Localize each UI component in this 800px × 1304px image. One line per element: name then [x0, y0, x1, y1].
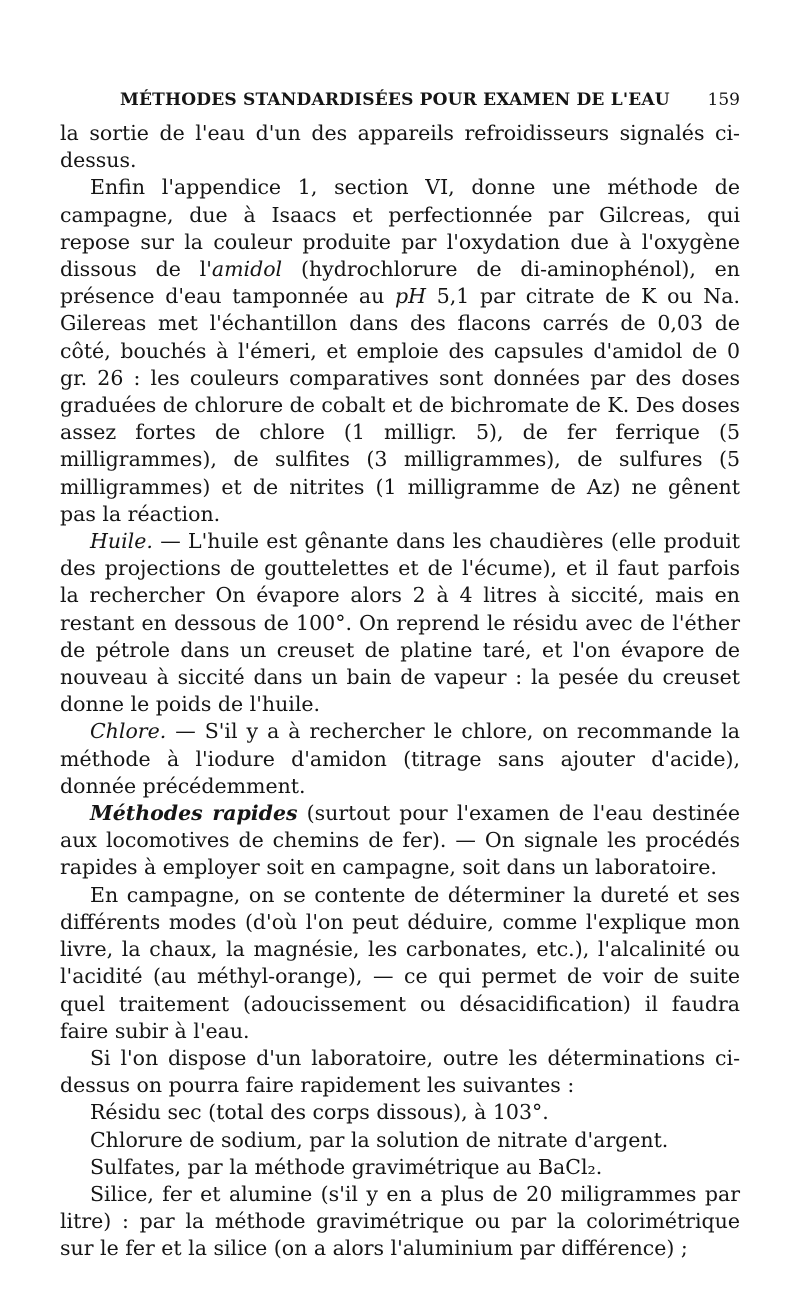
body-text [60, 120, 740, 1263]
paragraph-text: En campagne, on se contente de déterminer la dureté et ses différents modes (d'où l'on peut déduire, comme l'explique mon livre, la chaux, la magnésie, les carbonates, etc.), l'alcalinité ou l'acidité (au méthyl-orange), — ce qui permet de voir de suite quel traitement (adoucissement ou désacidification) il faudra faire subir à l'eau. [60, 882, 740, 1043]
paragraph-text: — S'il y a à rechercher le chlore, on recommande la méthode à l'iodure d'amidon (titrage sans ajouter d'acide), donnée précédemment. [60, 719, 740, 798]
paragraph-huile [60, 528, 740, 718]
list-item-residu-sec [60, 1099, 740, 1126]
paragraph-text-part-3: 5,1 par citrate de K ou Na. Gilereas met l'échantillon dans des flacons carrés de 0,03 de côté, bouchés à l'émeri, et emploie des capsules d'amidol de 0 gr. 26 : les couleurs comparatives sont données par des doses graduées de chlorure de cobalt et de bichromate de K. Des doses assez fortes de chlore (1 milligr. 5), de fer ferrique (5 milligrammes), de sulfites (3 milligrammes), de sulfures (5 milligrammes) et de nitrites (1 milligramme de Az) ne gênent pas la réaction. [60, 284, 740, 526]
ph-label: pH [395, 284, 427, 309]
paragraph-chlore [60, 718, 740, 800]
paragraph-text: Sulfates, par la méthode gravimétrique au BaCl₂. [90, 1154, 603, 1179]
page-header [60, 84, 740, 120]
paragraph-text: — L'huile est gênante dans les chaudières (elle produit des projections de gouttelettes et de l'écume), et il faut parfois la rechercher On évapore alors 2 à 4 litres à siccité, mais en restant en dessous de 100°. On reprend le résidu avec de l'éther de pétrole dans un creuset de platine taré, et l'on évapore de nouveau à siccité dans un bain de vapeur : la pesée du creuset donne le poids de l'huile. [60, 529, 740, 717]
paragraph-text: la sortie de l'eau d'un des appareils refroidisseurs signalés ci-dessus. [60, 121, 740, 173]
list-item-sulfates [60, 1154, 740, 1181]
paragraph-en-campagne [60, 882, 740, 1045]
section-heading-chlore: Chlore. [90, 719, 167, 744]
page-number: 159 [707, 90, 740, 110]
paragraph-text: Résidu sec (total des corps dissous), à 103°. [90, 1100, 549, 1125]
paragraph-text: (surtout pour l'examen de l'eau destinée aux locomotives de chemins de fer). — On signale les procédés rapides à employer soit en campagne, soit dans un laboratoire. [60, 801, 741, 880]
paragraph-laboratoire [60, 1045, 740, 1099]
paragraph-text: Silice, fer et alumine (s'il y en a plus de 20 miligrammes par litre) : par la méthode gravimétrique ou par la colorimétrique sur le fer et la silice (on a alors l'aluminium par différence) ; [60, 1181, 740, 1261]
list-item-silice [60, 1181, 740, 1263]
paragraph-text-part-2: (hydrochlorure de di-aminophénol), en présence d'eau tamponnée au [60, 257, 740, 309]
paragraph-text: Si l'on dispose d'un laboratoire, outre les déterminations ci-dessus on pourra faire rapidement les suivantes : [60, 1045, 740, 1098]
paragraph-text: Chlorure de sodium, par la solution de nitrate d'argent. [90, 1127, 669, 1152]
paragraph-text-part-1: Enfin l'appendice 1, section VI, donne une méthode de campagne, due à Isaacs et perfectionnée par Gilcreas, qui repose sur la couleur produite par l'oxydation due à l'oxygène dissous de l' [60, 175, 740, 282]
paragraph-appendix-method [60, 174, 740, 528]
section-heading-huile: Huile. [90, 529, 153, 554]
list-item-chlorure [60, 1127, 740, 1154]
document-page [60, 84, 740, 1263]
running-title: MÉTHODES STANDARDISÉES POUR EXAMEN DE L'EAU [120, 90, 670, 110]
section-heading-methodes-rapides: Méthodes rapides [90, 801, 298, 826]
paragraph-continuation [60, 120, 740, 174]
paragraph-methodes-rapides [60, 800, 740, 882]
amidol-term: amidol [211, 257, 283, 282]
